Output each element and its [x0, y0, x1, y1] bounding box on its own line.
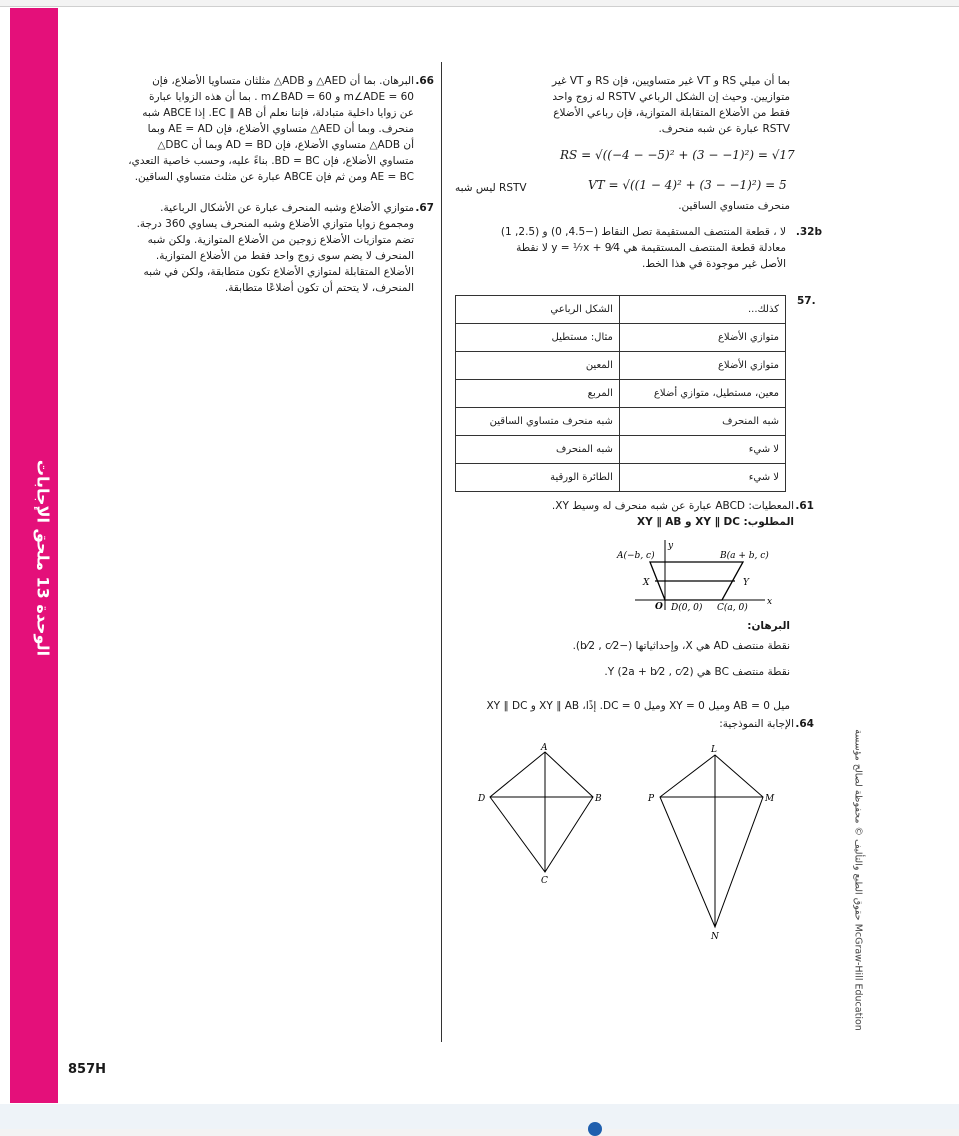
table-cell: كذلك... [619, 296, 785, 324]
table-cell: لا شيء [619, 436, 785, 464]
table-row [456, 352, 786, 380]
text-line: RSTV عبارة عن شبه منحرف. [658, 123, 790, 135]
text-line: أن ADB△ متساوي الأضلاع، فإن AD = BD وبما أن DBC△ [157, 139, 414, 151]
sidebar-title: الوحدة 13 ملحق الإجابات [33, 459, 53, 657]
problem-32b-number: 32b. [795, 226, 822, 238]
kite-label-n: N [711, 932, 719, 942]
given-statement: المعطيات: ABCD عبارة عن شبه منحرف له وسيط XY. [551, 500, 794, 512]
label-c: C(a, 0) [717, 603, 748, 613]
table-cell: المعين [456, 352, 620, 380]
problem-64-number: 64. [795, 718, 814, 730]
kite-label-b: B [595, 794, 602, 804]
table-cell: متوازي الأضلاع [619, 352, 785, 380]
quadrilateral-table [455, 295, 786, 492]
problem-57-number: 57. [797, 295, 816, 307]
label-a: A(−b, c) [617, 551, 655, 561]
text-line: معادلة قطعة المنتصف المستقيمة هي y = ⅐x + 9⁄4 لا نقطة [516, 242, 786, 254]
label-d: D(0, 0) [671, 603, 703, 613]
label-origin: O [655, 602, 663, 612]
trapezoid-graph [617, 538, 775, 614]
table-cell: لا شيء [619, 464, 785, 492]
text-line: ومجموع زوايا متوازي الأضلاع وشبه المنحرف يساوي 360 درجة. [136, 218, 414, 230]
proof-title: البرهان: [747, 620, 790, 632]
prove-statement: المطلوب: XY ∥ DC و XY ∥ AB [636, 516, 794, 528]
label-y: Y [743, 578, 749, 588]
text-line: الأصل غير موجودة في هذا الخط. [642, 258, 786, 270]
page-number: 857H [68, 1062, 107, 1077]
kite-label-d: D [478, 794, 486, 804]
page-indicator-dot[interactable] [588, 1122, 602, 1136]
problem-61-number: 61. [795, 500, 814, 512]
text-line: لا ، قطعة المنتصف المستقيمة تصل النقاط (−4.5, 0) و (2.5, 1) [500, 226, 786, 238]
table-row [456, 324, 786, 352]
table-row [456, 436, 786, 464]
x-axis-label: x [767, 597, 773, 607]
y-axis-label: y [668, 541, 674, 551]
table-row [456, 296, 786, 324]
kite-label-c: C [541, 876, 548, 886]
vt-suffix-text: RSTV ليس شبه [455, 182, 527, 194]
table-cell: معين، مستطيل، متوازي أضلاع [619, 380, 785, 408]
kite-abcd [470, 740, 610, 890]
table-cell: شبه المنحرف [456, 436, 620, 464]
text-line: البرهان. بما أن AED△ و ADB△ مثلثان متساويا الأضلاع، فإن [152, 75, 414, 87]
problem-66 [75, 73, 434, 185]
kite-label-a: A [541, 743, 548, 753]
table-cell: متوازي الأضلاع [619, 324, 785, 352]
text-line: بما أن ميلي RS و VT غير متساويين، فإن RS و VT غير [552, 75, 790, 87]
text-line: منحرف. وبما أن AED△ متساوي الأضلاع، فإن AE = AD وبما [147, 123, 414, 135]
copyright-notice: حقوق الطبع والتأليف © محفوظة لصالح مؤسسة McGraw-Hill Education [852, 729, 864, 1031]
text-line: متساوي الأضلاع، فإن BD = BC. بناءً عليه، وحسب خاصية التعدي، [128, 155, 414, 167]
table-row [456, 380, 786, 408]
proof-line: نقطة منتصف AD هي X، وإحداثياتها (−b⁄2 , c⁄2). [572, 640, 790, 652]
vt-conclusion: منحرف متساوي الساقين. [678, 200, 790, 212]
problem-64-title: الإجابة النموذجية: [719, 718, 794, 730]
kite-lmnp-outline [660, 755, 763, 927]
problem-64 [455, 716, 814, 732]
table-cell: شبه منحرف متساوي الساقين [456, 408, 620, 436]
kite-lmnp [640, 740, 790, 945]
problem-61 [455, 498, 814, 530]
kite-label-l: L [711, 745, 717, 755]
table-row [456, 464, 786, 492]
equation-rs: RS = √((−4 − −5)² + (3 − −1)²) = √17 [560, 148, 795, 162]
proof-line: ميل AB = 0 وميل XY = 0 وميل DC = 0. إذًا، XY ∥ AB و XY ∥ DC [486, 700, 790, 712]
text-line: m∠ADE = 60 و m∠BAD = 60 . بما أن هذه الزوايا عبارة [148, 91, 414, 103]
problem-32b [455, 224, 820, 272]
chapter-sidebar [10, 8, 58, 1103]
label-b: B(a + b, c) [720, 551, 769, 561]
table-cell: مثال: مستطيل [456, 324, 620, 352]
label-x: X [643, 578, 650, 588]
problem-67-number: 67. [415, 202, 434, 214]
text-line: المنحرف، لا يتحتم أن تكون أضلاعًا متطابقة. [224, 282, 414, 294]
table-cell: المربع [456, 380, 620, 408]
table-cell: شبه المنحرف [619, 408, 785, 436]
text-line: المنحرف لا يضم سوى زوج واحد فقط من الأضلاع المتوازية. [155, 250, 414, 262]
text-line: الأضلاع المتقابلة لمتوازي الأضلاع تكون متطابقة، ولكن في شبه [143, 266, 414, 278]
kite-label-m: M [765, 794, 775, 804]
kite-abcd-outline [490, 752, 593, 872]
intro-paragraph [455, 73, 790, 137]
problem-67 [75, 200, 434, 296]
text-line: عن زوايا داخلية متبادلة، فإننا نعلم أن EC ∥ AB. إذا ABCE شبه [142, 107, 414, 119]
table-row [456, 408, 786, 436]
proof-line: نقطة منتصف BC هي Y (2a + b⁄2 , c⁄2). [604, 666, 790, 678]
text-line: متوازيين. وحيث إن الشكل الرباعي RSTV له زوج واحد [552, 91, 790, 103]
bottom-toolbar [0, 1104, 959, 1129]
text-line: AE = BC ومن ثم فإن ABCE عبارة عن مثلث متساوي الساقين. [134, 171, 414, 183]
text-line: تضم متوازيات الأضلاع زوجين من الأضلاع المتوازية. ولكن شبه [147, 234, 414, 246]
problem-66-number: 66. [415, 75, 434, 87]
kite-label-p: P [648, 794, 655, 804]
table-cell: الشكل الرباعي [456, 296, 620, 324]
text-line: متوازي الأضلاع وشبه المنحرف عبارة عن الأشكال الرباعية. [160, 202, 414, 214]
column-divider [441, 62, 442, 1042]
text-line: فقط من الأضلاع المتقابلة المتوازية، فإن رباعي الأضلاع [553, 107, 790, 119]
table-cell: الطائرة الورقية [456, 464, 620, 492]
equation-vt: VT = √((1 − 4)² + (3 − −1)²) = 5 [588, 178, 787, 192]
proof-block [455, 618, 790, 714]
